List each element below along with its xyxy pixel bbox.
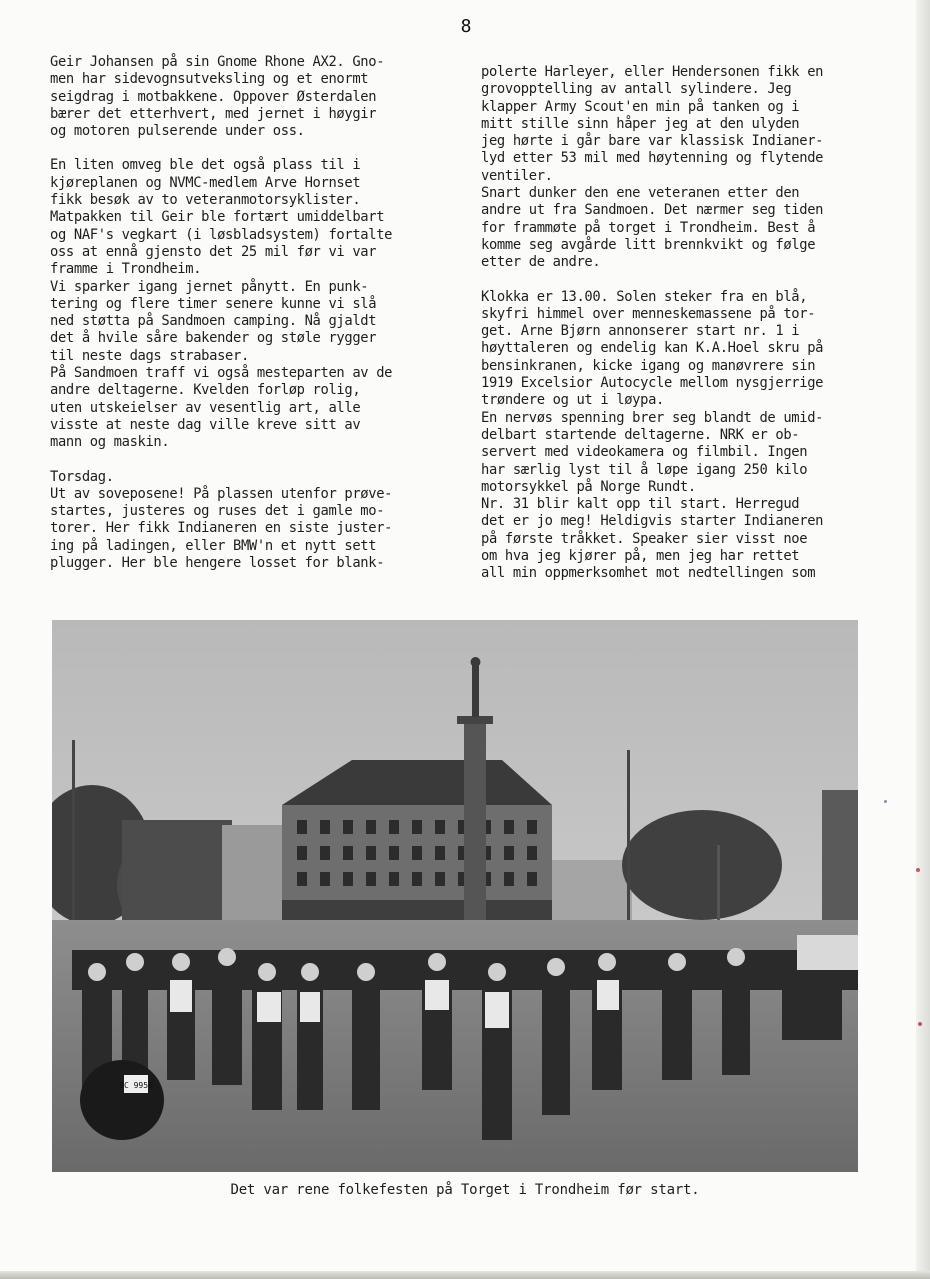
text-line: mitt stille sinn håper jeg at den ulyden	[481, 115, 800, 132]
text-line: kjøreplanen og NVMC-medlem Arve Hornset	[50, 174, 361, 191]
paragraph	[481, 289, 881, 583]
text-line: lyd etter 53 mil med høytenning og flytende	[481, 150, 824, 167]
text-line: til neste dags strabaser.	[50, 347, 249, 364]
photo-caption: Det var rene folkefesten på Torget i Trondheim før start.	[230, 1182, 700, 1198]
paragraph-gap	[50, 140, 450, 157]
paragraph	[481, 64, 881, 272]
text-line: og NAF's vegkart (i løsbladsystem) fortalte	[50, 226, 393, 243]
scan-speck	[916, 868, 920, 872]
text-line: framme i Trondheim.	[50, 261, 202, 278]
text-line: Matpakken til Geir ble fortært umiddelbart	[50, 209, 385, 226]
text-line: En liten omveg ble det også plass til i	[50, 157, 361, 174]
text-line: høyttaleren og endelig kan K.A.Hoel skru på	[481, 340, 824, 357]
text-line: Torsdag.	[50, 468, 114, 485]
right-text-column	[481, 64, 881, 583]
text-line: andre deltagerne. Kvelden forløp rolig,	[50, 382, 361, 399]
page-number: 8	[460, 16, 472, 37]
text-line: seigdrag i motbakkene. Oppover Østerdalen	[50, 88, 377, 105]
text-line: det er jo meg! Heldigvis starter Indianeren	[481, 513, 824, 530]
text-line: polerte Harleyer, eller Hendersonen fikk en	[481, 64, 824, 80]
paragraph	[50, 157, 450, 451]
text-line: for frammøte på torget i Trondheim. Best å	[481, 219, 816, 236]
text-line: komme seg avgårde litt brennkvikt og følge	[481, 236, 816, 253]
text-line: plugger. Her ble hengere losset for blank-	[50, 555, 385, 572]
text-line: ing på ladingen, eller BMW'n et nytt sett	[50, 537, 377, 554]
text-line: oss at ennå gjensto det 25 mil før vi var	[50, 243, 377, 260]
town-square-photo	[52, 620, 858, 1172]
text-line: get. Arne Bjørn annonserer start nr. 1 i	[481, 323, 800, 340]
text-line: startes, justeres og ruses det i gamle mo-	[50, 503, 385, 520]
text-line: grovopptelling av antall sylindere. Jeg	[481, 81, 792, 98]
page-edge-shadow	[916, 0, 930, 1279]
scan-speck	[884, 800, 887, 803]
text-line: det å hvile såre bakender og støle rygger	[50, 330, 377, 347]
text-line: En nervøs spenning brer seg blandt de umid-	[481, 409, 824, 426]
text-line: Vi sparker igang jernet pånytt. En punk-	[50, 278, 369, 295]
text-line: har særlig lyst til å løpe igang 250 kilo	[481, 461, 808, 478]
text-line: men har sidevognsutveksling og et enormt	[50, 71, 369, 88]
text-line: skyfri himmel over menneskemassene på tor-	[481, 305, 816, 322]
text-line: servert med videokamera og filmbil. Ingen	[481, 444, 808, 461]
text-line: bærer det etterhvert, med jernet i høygir	[50, 105, 377, 122]
left-text-column	[50, 54, 450, 572]
text-line: På Sandmoen traff vi også mesteparten av de	[50, 365, 393, 382]
text-line: motorsykkel på Norge Rundt.	[481, 478, 696, 495]
text-line: ned støtta på Sandmoen camping. Nå gjaldt	[50, 313, 377, 330]
text-line: jeg hørte i går bare var klassisk Indianer-	[481, 133, 824, 150]
license-plate: BC 9950	[119, 1081, 153, 1090]
text-line: ventiler.	[481, 167, 553, 184]
text-line: etter de andre.	[481, 254, 601, 271]
text-line: bensinkranen, kicke igang og manøvrere sin	[481, 357, 816, 374]
text-line: på første tråkket. Speaker sier visst noe	[481, 530, 808, 547]
text-line: uten utskeielser av vesentlig art, alle	[50, 399, 361, 416]
text-line: og motoren pulserende under oss.	[50, 123, 305, 140]
text-line: Klokka er 13.00. Solen steker fra en blå,	[481, 288, 808, 305]
page-bottom-edge	[0, 1271, 930, 1279]
text-line: fikk besøk av to veteranmotorsyklister.	[50, 192, 361, 209]
paragraph-gap	[481, 272, 881, 289]
text-line: Ut av soveposene! På plassen utenfor prøve-	[50, 485, 393, 502]
text-line: Snart dunker den ene veteranen etter den	[481, 185, 800, 202]
text-line: tering og flere timer senere kunne vi slå	[50, 295, 377, 312]
text-line: trøndere og ut i løypa.	[481, 392, 664, 409]
text-line: visste at neste dag ville kreve sitt av	[50, 416, 361, 433]
text-line: delbart startende deltagerne. NRK er ob-	[481, 426, 800, 443]
paragraph-gap	[50, 452, 450, 469]
text-line: andre ut fra Sandmoen. Det nærmer seg tiden	[481, 202, 824, 219]
paragraph	[50, 469, 450, 573]
text-line: all min oppmerksomhet mot nedtellingen som	[481, 565, 816, 582]
text-line: mann og maskin.	[50, 434, 170, 451]
text-line: Geir Johansen på sin Gnome Rhone AX2. Gno-	[50, 54, 385, 70]
scan-speck	[918, 1022, 922, 1026]
text-line: klapper Army Scout'en min på tanken og i	[481, 98, 800, 115]
text-line: Nr. 31 blir kalt opp til start. Herregud	[481, 496, 800, 513]
text-line: 1919 Excelsior Autocycle mellom nysgjerrige	[481, 375, 824, 392]
text-line: torer. Her fikk Indianeren en siste juster-	[50, 520, 393, 537]
text-line: om hva jeg kjører på, men jeg har rettet	[481, 548, 800, 565]
paragraph	[50, 54, 450, 140]
